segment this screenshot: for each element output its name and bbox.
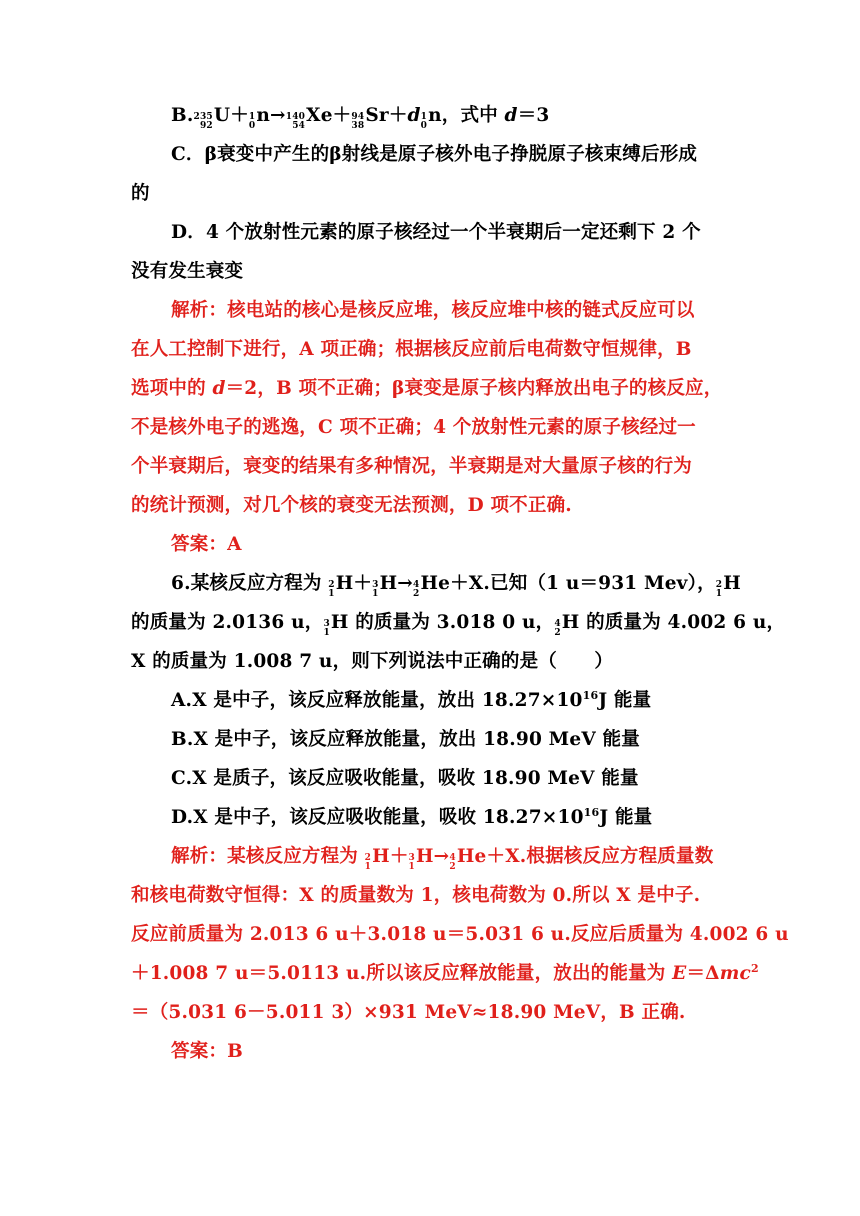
- tritium-isotope: 3 1 H: [372, 573, 398, 599]
- answer-value: A: [227, 534, 242, 555]
- q5-option-d-cont: 没有发生衰变: [131, 261, 244, 282]
- q6-option-c: C.X 是质子，该反应吸收能量，吸收 18.90 MeV 能量: [171, 768, 639, 789]
- q5-option-c-cont: 的: [131, 183, 150, 204]
- document-page: [131, 96, 789, 1071]
- uranium-isotope: 235 92 U: [193, 105, 231, 131]
- q5-analysis-line: 在人工控制下进行，A 项正确；根据核反应前后电荷数守恒规律，B: [131, 339, 692, 360]
- q6-option-b: B.X 是中子，该反应释放能量，放出 18.90 MeV 能量: [171, 729, 640, 750]
- tritium-isotope: 3 1: [323, 619, 330, 638]
- q6-option-a: A.X 是中子，该反应释放能量，放出 $18.27\times 10^{16}J$ 能量: [171, 688, 652, 711]
- tritium-isotope: 3 1 H: [408, 846, 434, 872]
- q5-analysis-line: 的统计预测，对几个核的衰变无法预测，D 项不正确.: [131, 495, 572, 516]
- q6-analysis-line: ＝（5.031 6－5.011 3）×931 MeV≈18.90 MeV，B 正确.: [131, 1002, 686, 1023]
- q6-option-d: D.X 是中子，该反应吸收能量，吸收 $18.27\times 10^{16}J$ 能量: [171, 805, 653, 828]
- q5-option-b: B. 235 92 U＋ 1 0 n→ 140 54 Xe＋ 94 38 Sr＋d 1 0 n，式中 d＝3: [131, 96, 735, 135]
- q6-analysis-line: 反应前质量为 2.013 6 u＋3.018 u＝5.031 6 u.反应后质量为 4.002 6 u: [131, 924, 789, 945]
- answer-label: 答案：: [171, 1041, 228, 1062]
- q5-answer: [131, 525, 735, 564]
- deuterium-isotope: 2 1 H: [364, 846, 390, 872]
- q6-analysis-line: ＋1.008 7 u＝5.0113 u.所以该反应释放能量，放出的能量为 E＝Δmc$^2$: [131, 961, 759, 984]
- analysis-label: 解析：: [171, 300, 228, 321]
- deuterium-isotope: 2 1 H: [328, 573, 354, 599]
- analysis-label: 解析：: [171, 846, 228, 867]
- xenon-isotope: 140 54 Xe: [285, 105, 333, 131]
- q5-analysis-line: 个半衰期后，衰变的结果有多种情况，半衰期是对大量原子核的行为: [131, 456, 693, 477]
- answer-value: B: [227, 1041, 243, 1062]
- q5-option-d: D．4 个放射性元素的原子核经过一个半衰期后一定还剩下 2 个: [171, 222, 701, 243]
- q6-stem-line: 的质量为 2.0136 u， 3 1 H 的质量为 3.018 0 u， 4 2 H 的质量为 4.002 6 u，: [131, 603, 735, 642]
- answer-label: 答案：: [171, 534, 228, 555]
- neutron: 1 0 n: [420, 105, 442, 131]
- q5-option-c: C．β衰变中产生的β射线是原子核外电子挣脱原子核束缚后形成: [171, 144, 698, 165]
- q5-analysis-line: 选项中的 d＝2，B 项不正确；β衰变是原子核内释放出电子的核反应，: [131, 378, 723, 399]
- q6-analysis: 解析：某核反应方程为 2 1 H＋ 3 1 H→ 4 2 He＋X.根据核反应方程质量数: [131, 837, 735, 876]
- deuterium-isotope: 2 1 H: [715, 573, 741, 599]
- q6-answer: [131, 1032, 735, 1071]
- q6-analysis-line: 和核电荷数守恒得：X 的质量数为 1，核电荷数为 0.所以 X 是中子.: [131, 885, 701, 906]
- helium-isotope: 4 2 He: [412, 573, 451, 599]
- neutron: 1 0 n: [248, 105, 271, 131]
- q6-stem-line: X 的质量为 1.008 7 u，则下列说法中正确的是（ ）: [131, 651, 614, 672]
- q5-analysis: 解析：核电站的核心是核反应堆，核反应堆中核的链式反应可以: [171, 300, 695, 321]
- helium-isotope-label: 4 2: [554, 619, 561, 638]
- helium-isotope: 4 2 He: [449, 846, 487, 872]
- q5-analysis-line: 不是核外电子的逃逸，C 项不正确；4 个放射性元素的原子核经过一: [131, 417, 696, 438]
- q6-stem: 6.某核反应方程为 2 1 H＋ 3 1 H→ 4 2 He＋X.已知（1 u＝931 Mev）， 2 1 H: [131, 564, 735, 603]
- strontium-isotope: 94 38 Sr: [351, 105, 389, 131]
